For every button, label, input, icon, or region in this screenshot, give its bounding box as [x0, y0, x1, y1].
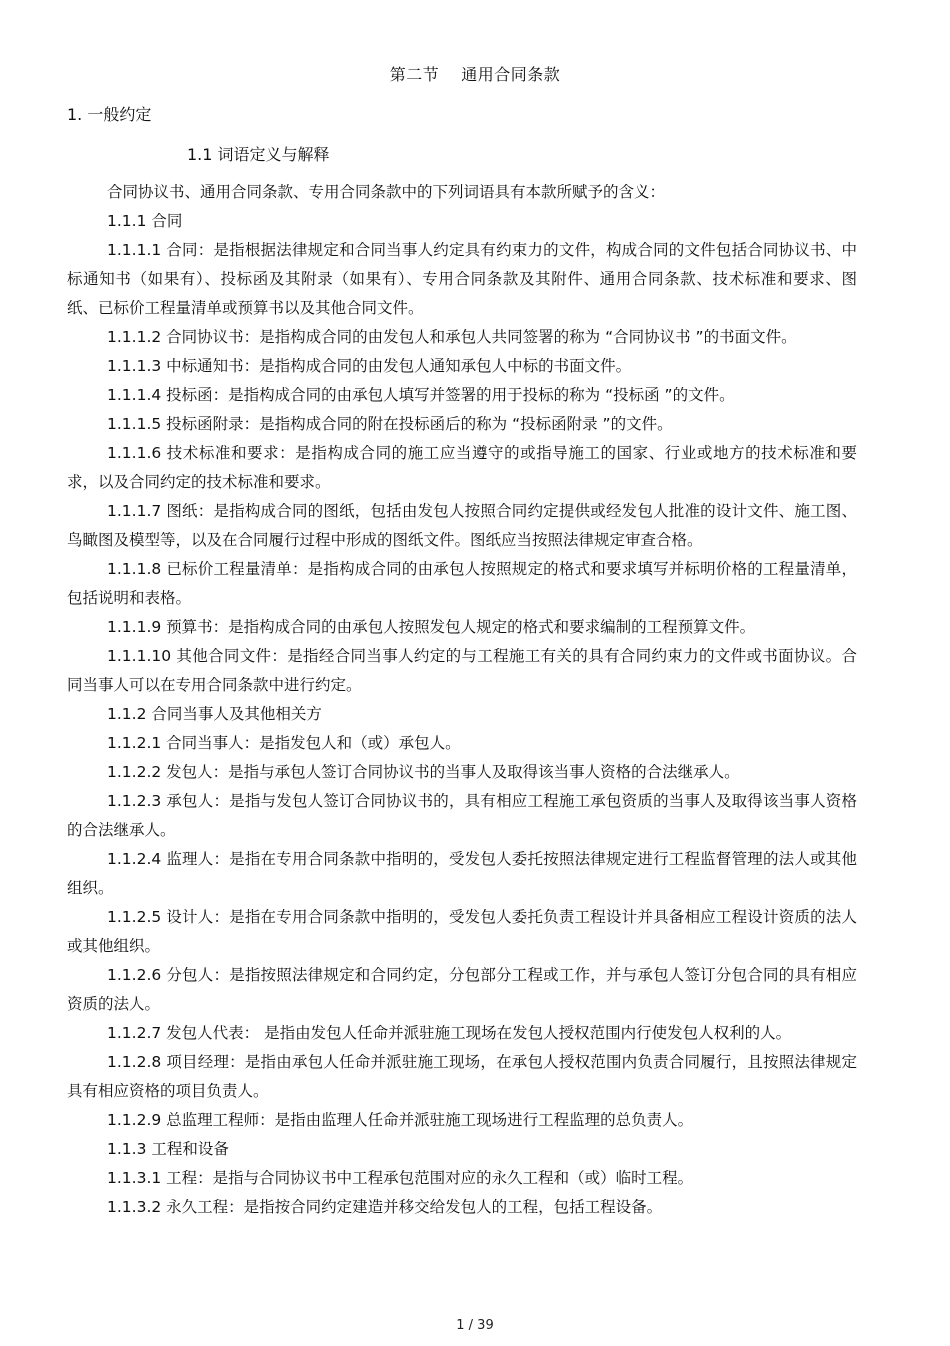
paragraph: 1.1.3.2 永久工程：是指按合同约定建造并移交给发包人的工程，包括工程设备。	[107, 1198, 663, 1216]
paragraph: 1.1.1.5 投标函附录：是指构成合同的附在投标函后的称为 “投标函附录 ”的文件。	[107, 415, 673, 433]
paragraph: 1.1.3.1 工程：是指与合同协议书中工程承包范围对应的永久工程和（或）临时工程。	[107, 1169, 694, 1187]
paragraph: 1.1.2 合同当事人及其他相关方	[107, 705, 322, 723]
page-number: 1 / 39	[456, 1318, 494, 1333]
paragraph: 1.1.2.2 发包人：是指与承包人签订合同协议书的当事人及取得该当事人资格的合法继承人。	[107, 763, 740, 781]
section-title	[0, 62, 950, 85]
paragraph: 合同协议书、通用合同条款、专用合同条款中的下列词语具有本款所赋予的含义：	[107, 183, 666, 201]
paragraph: 1.1.2.1 合同当事人：是指发包人和（或）承包人。	[107, 734, 461, 752]
heading-definitions: 1.1 词语定义与解释	[187, 145, 330, 164]
paragraph: 1.1.2.6 分包人：是指按照法律规定和合同约定，分包部分工程或工作，并与承包人签订分包合同的具有相应资质的法人。	[67, 966, 857, 1013]
paragraph: 1.1.2.9 总监理工程师：是指由监理人任命并派驻施工现场进行工程监理的总负责人。	[107, 1111, 694, 1129]
paragraph: 1.1.1.6 技术标准和要求：是指构成合同的施工应当遵守的或指导施工的国家、行业或地方的技术标准和要求，以及合同约定的技术标准和要求。	[67, 444, 857, 491]
paragraph: 1.1.1.9 预算书：是指构成合同的由承包人按照发包人规定的格式和要求编制的工程预算文件。	[107, 618, 756, 636]
paragraph: 1.1.1 合同	[107, 212, 183, 230]
paragraph: 1.1.3 工程和设备	[107, 1140, 229, 1158]
document-body	[67, 178, 857, 1222]
paragraph: 1.1.1.8 已标价工程量清单：是指构成合同的由承包人按照规定的格式和要求填写并标明价格的工程量清单，包括说明和表格。	[67, 560, 857, 607]
paragraph: 1.1.2.5 设计人：是指在专用合同条款中指明的，受发包人委托负责工程设计并具备相应工程设计资质的法人或其他组织。	[67, 908, 857, 955]
paragraph: 1.1.2.8 项目经理：是指由承包人任命并派驻施工现场，在承包人授权范围内负责合同履行，且按照法律规定具有相应资格的项目负责人。	[67, 1053, 857, 1100]
paragraph: 1.1.1.3 中标通知书：是指构成合同的由发包人通知承包人中标的书面文件。	[107, 357, 632, 375]
paragraph: 1.1.1.4 投标函：是指构成合同的由承包人填写并签署的用于投标的称为 “投标函 ”的文件。	[107, 386, 735, 404]
paragraph: 1.1.1.2 合同协议书：是指构成合同的由发包人和承包人共同签署的称为 “合同协议书 ”的书面文件。	[107, 328, 797, 346]
paragraph: 1.1.2.4 监理人：是指在专用合同条款中指明的，受发包人委托按照法律规定进行工程监督管理的法人或其他组织。	[67, 850, 857, 897]
section-number: 第二节	[389, 65, 440, 84]
paragraph: 1.1.2.3 承包人：是指与发包人签订合同协议书的，具有相应工程施工承包资质的当事人及取得该当事人资格的合法继承人。	[67, 792, 857, 839]
paragraph: 1.1.2.7 发包人代表： 是指由发包人任命并派驻施工现场在发包人授权范围内行使发包人权利的人。	[107, 1024, 792, 1042]
section-name: 通用合同条款	[461, 65, 561, 84]
paragraph: 1.1.1.1 合同：是指根据法律规定和合同当事人约定具有约束力的文件，构成合同的文件包括合同协议书、中标通知书（如果有）、投标函及其附录（如果有）、专用合同条款及其附件、通用合同条款、技术标准和要求、图纸、已标价工程量清单或预算书以及其他合同文件。	[67, 241, 857, 317]
paragraph: 1.1.1.10 其他合同文件：是指经合同当事人约定的与工程施工有关的具有合同约束力的文件或书面协议。合同当事人可以在专用合同条款中进行约定。	[67, 647, 857, 694]
paragraph: 1.1.1.7 图纸：是指构成合同的图纸，包括由发包人按照合同约定提供或经发包人批准的设计文件、施工图、鸟瞰图及模型等，以及在合同履行过程中形成的图纸文件。图纸应当按照法律规定审查合格。	[67, 502, 857, 549]
heading-general-provisions: 1. 一般约定	[67, 105, 152, 124]
